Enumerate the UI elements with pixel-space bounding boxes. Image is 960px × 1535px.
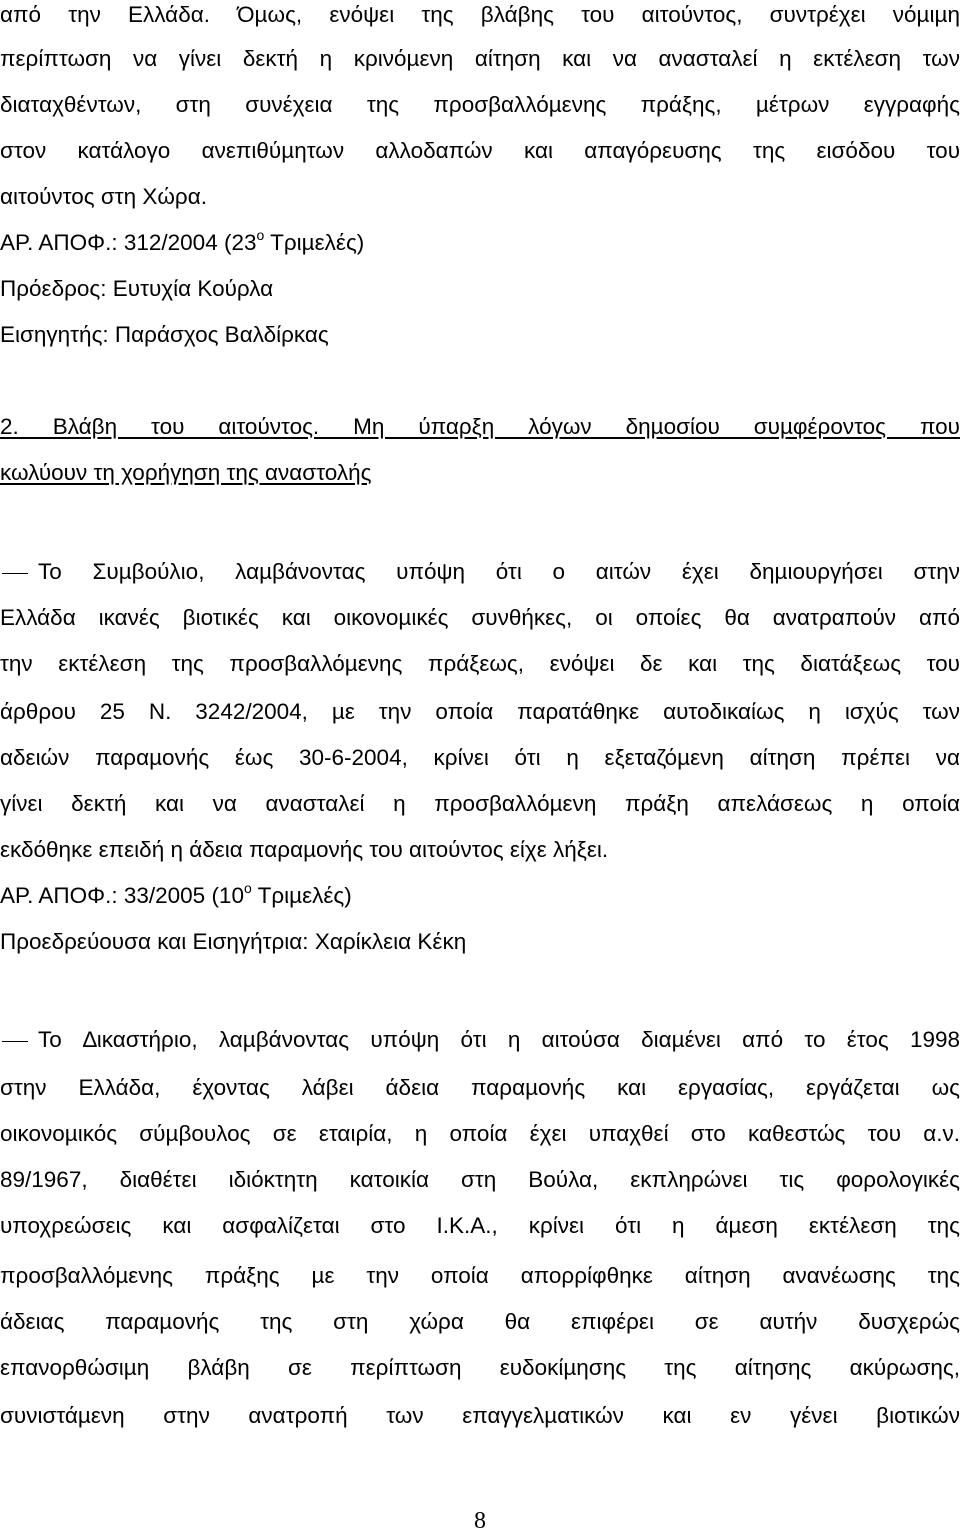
paragraph-line: 89/1967, διαθέτει ιδιόκτητη κατοικία στη Βούλα, εκπληρώνει τις φορολογικές <box>0 1167 960 1192</box>
paragraph-line: διαταχθέντων, στη συνέχεια της προσβαλλόµενης πράξης, µέτρων εγγραφής <box>0 92 960 117</box>
president-line: Προεδρεύουσα και Εισηγήτρια: Χαρίκλεια Κέκη <box>0 929 467 954</box>
ordinal-marker: ο <box>243 879 252 896</box>
paragraph-line: από την Ελλάδα. Όµως, ενόψει της βλάβης του αιτούντος, συντρέχει νόµιµη <box>0 2 960 27</box>
paragraph-line: την εκτέλεση της προσβαλλόµενης πράξεως, ενόψει δε και της διατάξεως του <box>0 651 960 676</box>
paragraph-text: Το ∆ικαστήριο, λαµβάνοντας υπόψη ότι η αιτούσα διαµένει από το έτος 1998 <box>38 1027 960 1052</box>
decision-reference <box>0 228 960 258</box>
paragraph-line: αιτούντος στη Χώρα. <box>0 184 207 209</box>
paragraph-first-line <box>0 557 960 587</box>
paragraph-first-line <box>0 1025 960 1055</box>
paragraph-line: συνιστάµενη στην ανατροπή των επαγγελµατικών και εν γένει βιοτικών <box>0 1403 960 1428</box>
rapporteur-line: Εισηγητής: Παράσχος Βαλδίρκας <box>0 322 329 347</box>
president-line: Πρόεδρος: Ευτυχία Κούρλα <box>0 276 274 301</box>
paragraph-line: επανορθώσιµη βλάβη σε περίπτωση ευδοκίµησης της αίτησης ακύρωσης, <box>0 1355 960 1380</box>
paragraph-line: γίνει δεκτή και να ανασταλεί η προσβαλλόµενη πράξη απελάσεως η οποία <box>0 791 960 816</box>
section-heading: 2. Βλάβη του αιτούντος. Μη ύπαρξη λόγων δηµοσίου συµφέροντος που <box>0 414 960 439</box>
paragraph-text: Το Συµβούλιο, λαµβάνοντας υπόψη ότι ο αιτών έχει δηµιουργήσει στην <box>38 559 960 584</box>
ordinal-marker: ο <box>256 226 265 243</box>
paragraph-line: περίπτωση να γίνει δεκτή η κρινόµενη αίτηση και να ανασταλεί η εκτέλεση των <box>0 46 960 71</box>
decision-number: ΑΡ. ΑΠΟΦ.: 33/2005 (10 <box>0 883 244 908</box>
paragraph-line: Ελλάδα ικανές βιοτικές και οικονοµικές συνθήκες, οι οποίες θα ανατραπούν από <box>0 605 960 630</box>
paragraph-line: οικονοµικός σύµβουλος σε εταιρία, η οποία έχει υπαχθεί στο καθεστώς του α.ν. <box>0 1121 960 1146</box>
panel-type: Τριµελές) <box>251 883 352 908</box>
decision-number: ΑΡ. ΑΠΟΦ.: 312/2004 (23 <box>0 230 257 255</box>
paragraph-line: προσβαλλόµενης πράξης µε την οποία απορρίφθηκε αίτηση ανανέωσης της <box>0 1263 960 1288</box>
dash-marker <box>2 1041 28 1042</box>
paragraph-line: υποχρεώσεις και ασφαλίζεται στο Ι.Κ.Α., κρίνει ότι η άµεση εκτέλεση της <box>0 1213 960 1238</box>
panel-type: Τριµελές) <box>264 230 365 255</box>
paragraph-line: άδειας παραµονής της στη χώρα θα επιφέρει σε αυτήν δυσχερώς <box>0 1309 960 1334</box>
section-heading-continued: κωλύουν τη χορήγηση της αναστολής <box>0 460 372 485</box>
page-number: 8 <box>474 1508 486 1534</box>
paragraph-line: στην Ελλάδα, έχοντας λάβει άδεια παραµονής και εργασίας, εργάζεται ως <box>0 1075 960 1100</box>
paragraph-line: αδειών παραµονής έως 30-6-2004, κρίνει ότι η εξεταζόµενη αίτηση πρέπει να <box>0 745 960 770</box>
paragraph-line: στον κατάλογο ανεπιθύµητων αλλοδαπών και απαγόρευσης της εισόδου του <box>0 138 960 163</box>
paragraph-line: άρθρου 25 Ν. 3242/2004, µε την οποία παρατάθηκε αυτοδικαίως η ισχύς των <box>0 699 960 724</box>
paragraph-line: εκδόθηκε επειδή η άδεια παραµονής του αιτούντος είχε λήξει. <box>0 837 609 862</box>
dash-marker <box>2 573 28 574</box>
decision-reference <box>0 881 960 911</box>
